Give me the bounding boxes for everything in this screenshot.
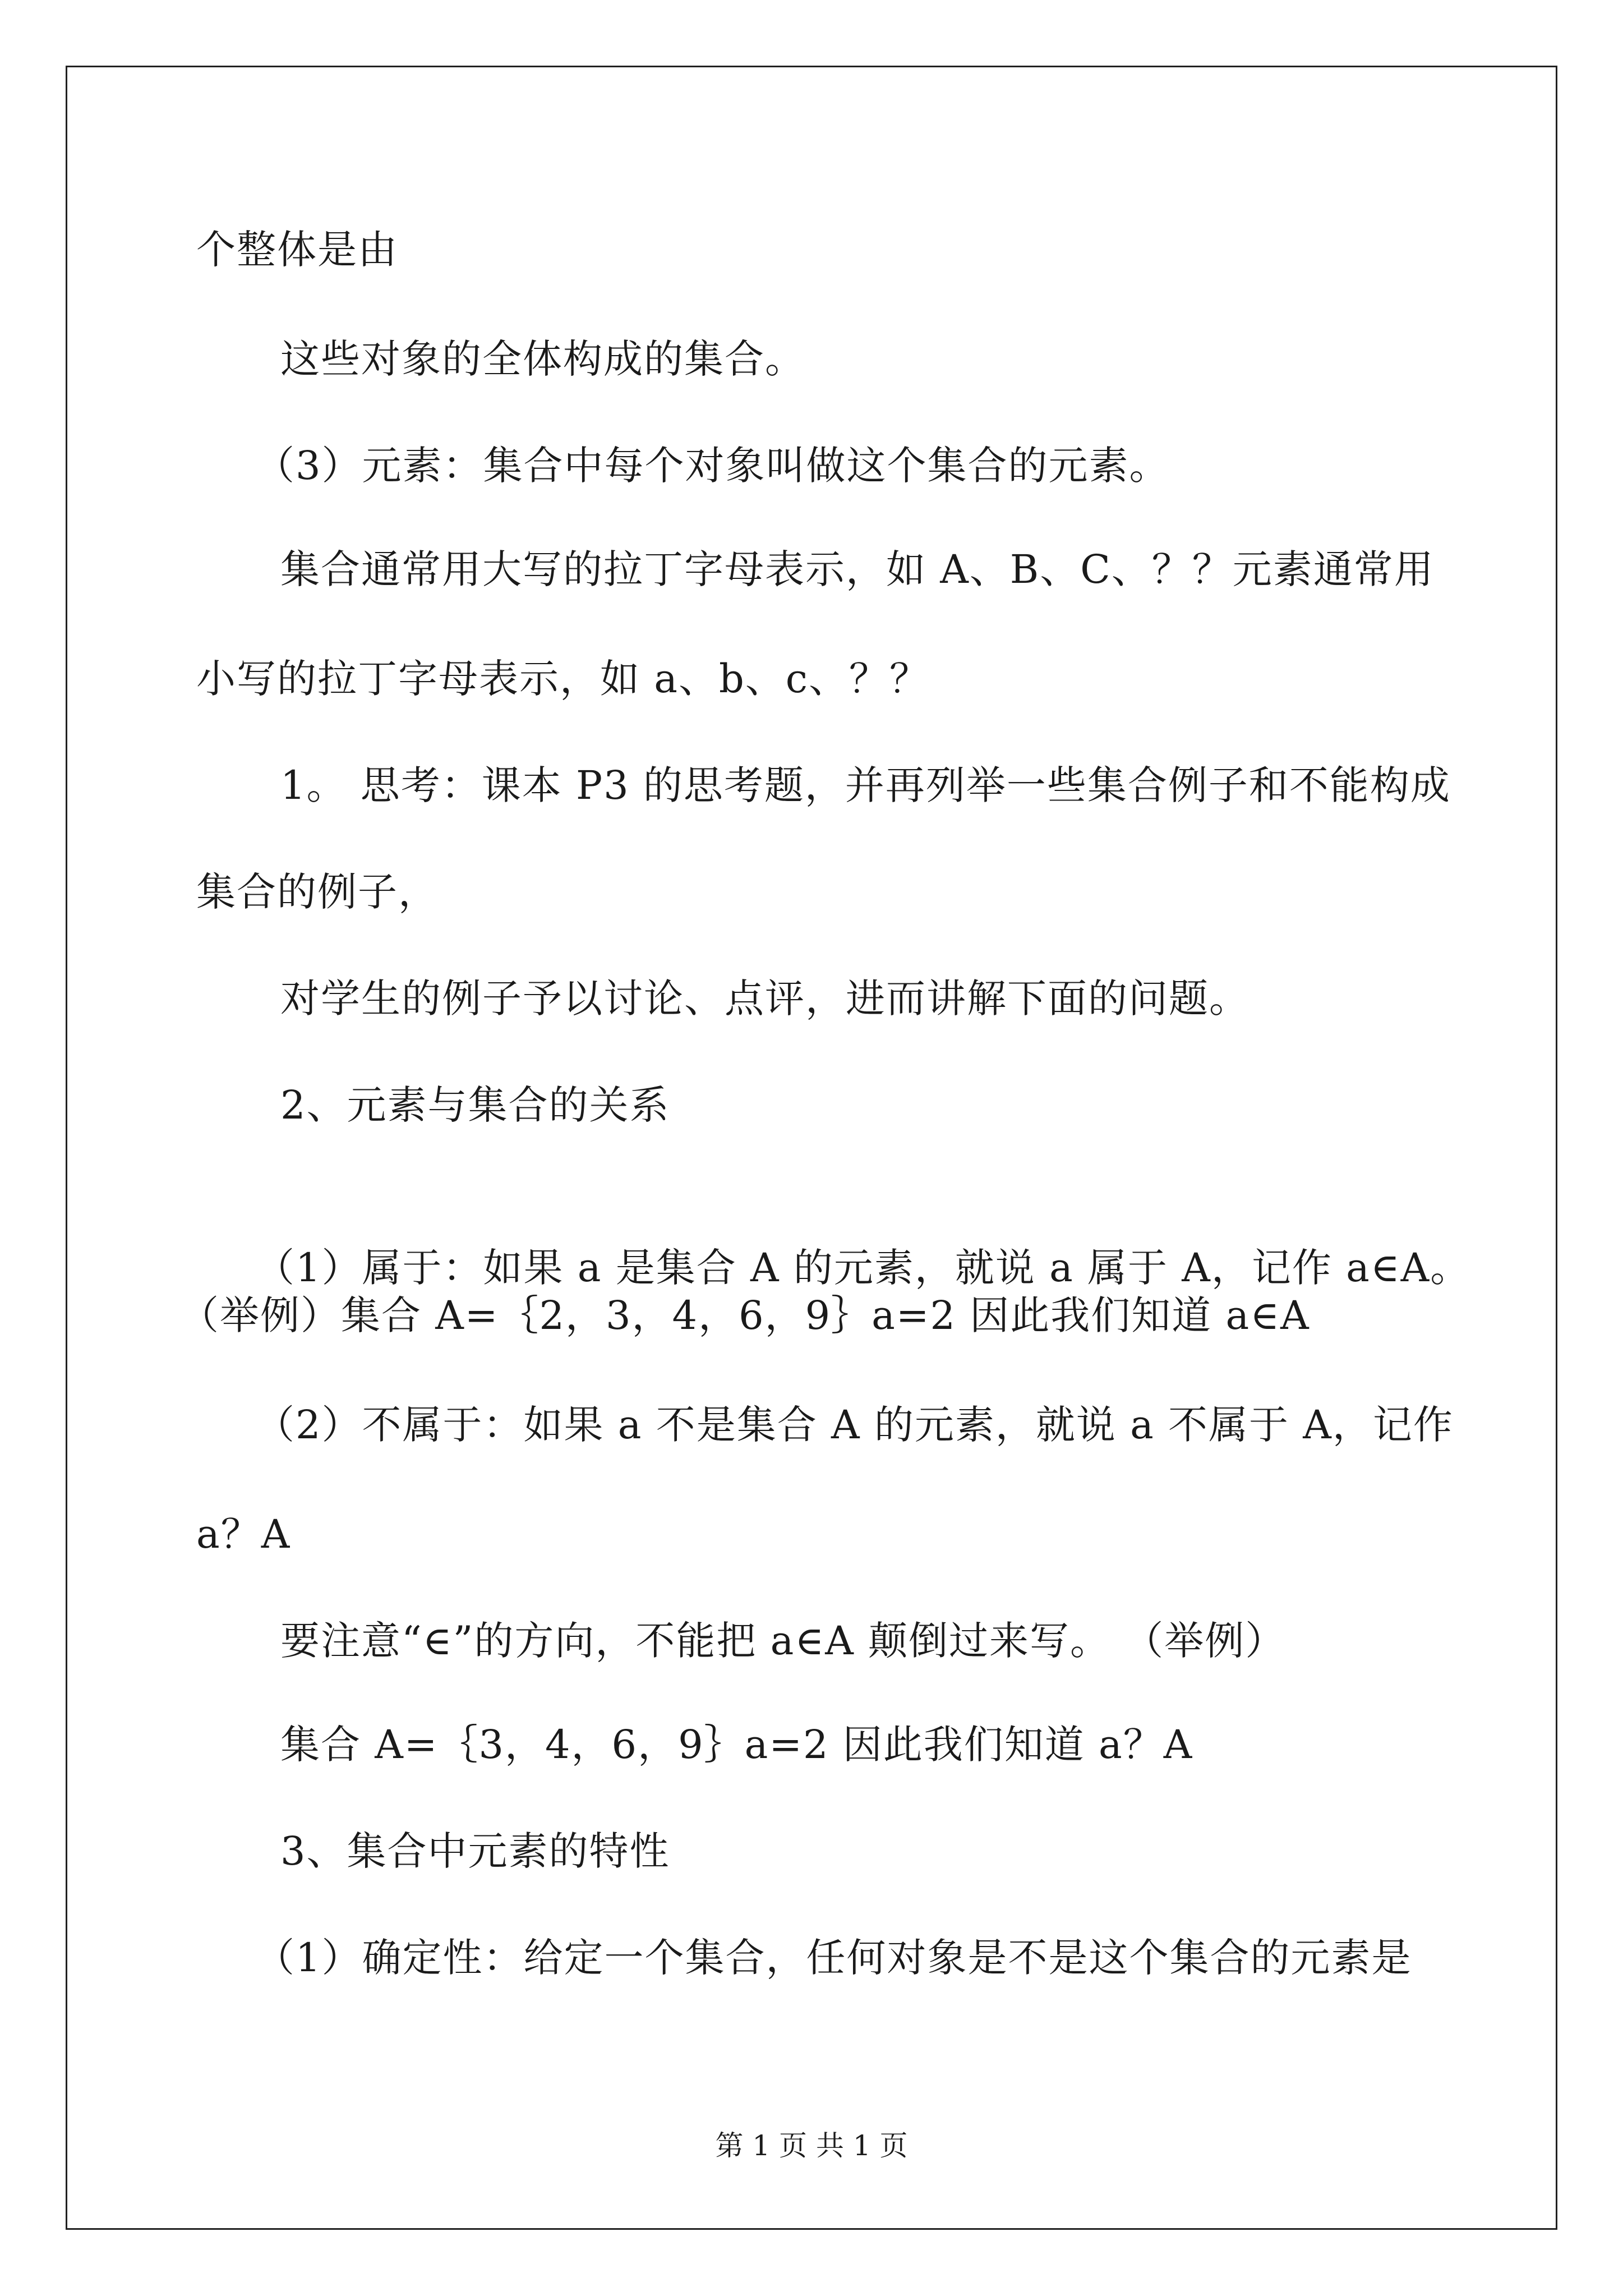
page-footer: 第 1 页 共 1 页 <box>715 2129 908 2162</box>
text-line: 个整体是由 <box>196 227 398 273</box>
text-line: 集合的例子， <box>196 869 439 915</box>
text-line: （2）不属于：如果 a 不是集合 A 的元素，就说 a 不属于 A，记作 <box>255 1402 1454 1448</box>
text-line: 对学生的例子予以讨论、点评，进而讲解下面的问题。 <box>280 976 1249 1022</box>
text-line: a？A <box>196 1511 291 1557</box>
text-line: （1）确定性：给定一个集合，任何对象是不是这个集合的元素是 <box>255 1935 1412 1981</box>
text-line: 小写的拉丁字母表示，如 a、b、c、？？ <box>196 656 930 702</box>
text-line: 集合 A=｛3，4，6，9｝a=2 因此我们知道 a？A <box>280 1722 1193 1768</box>
text-line: 集合通常用大写的拉丁字母表示，如 A、B、C、？？元素通常用 <box>280 546 1435 592</box>
section-heading: 3、集合中元素的特性 <box>280 1828 670 1874</box>
text-line: 1。 思考：课本 P3 的思考题，并再列举一些集合例子和不能构成 <box>280 762 1451 808</box>
text-line: （3）元素：集合中每个对象叫做这个集合的元素。 <box>255 443 1170 489</box>
text-line: （1）属于：如果 a 是集合 A 的元素，就说 a 属于 A，记作 a∈A。 <box>255 1245 1471 1291</box>
text-line: （举例）集合 A=｛2，3，4，6，9｝a=2 因此我们知道 a∈A <box>179 1292 1310 1338</box>
text-line: 要注意“∈”的方向，不能把 a∈A 颠倒过来写。 （举例） <box>280 1618 1286 1664</box>
page-frame <box>66 66 1557 2230</box>
section-heading: 2、元素与集合的关系 <box>280 1082 670 1128</box>
text-line: 这些对象的全体构成的集合。 <box>280 336 805 382</box>
